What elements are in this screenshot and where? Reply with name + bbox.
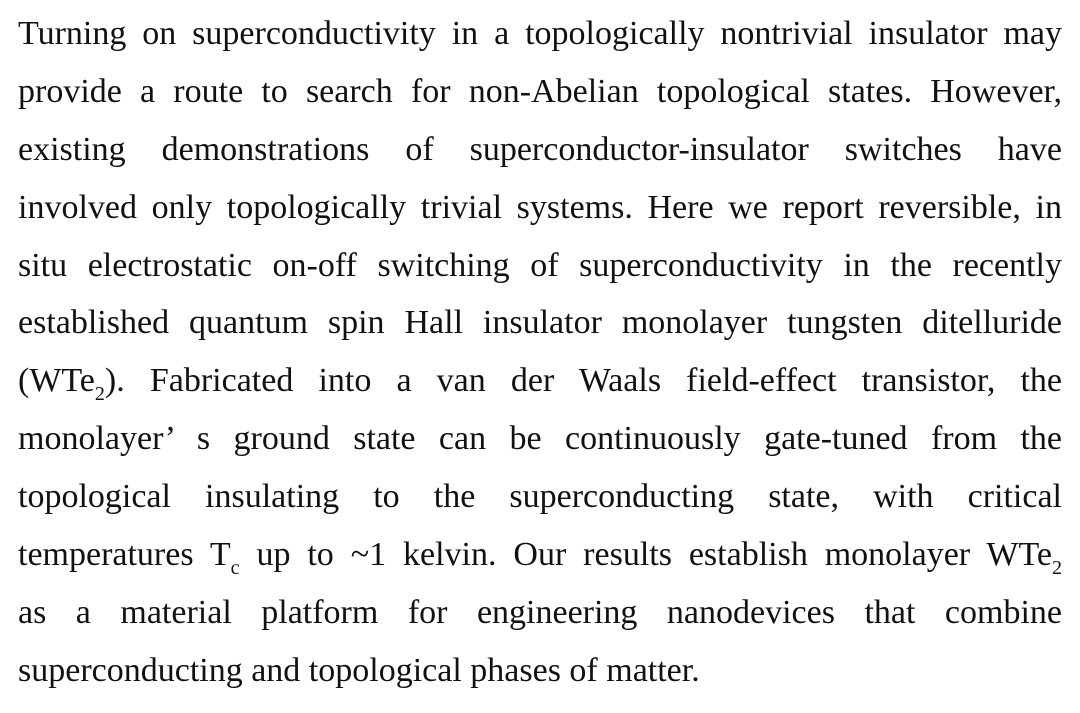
line-7-start: (WTe <box>18 362 95 400</box>
abstract-line-9: topological insulating to the superconducting state, with critical <box>18 478 1062 516</box>
abstract-paragraph <box>18 12 1062 707</box>
abstract-line-7 <box>18 359 1062 417</box>
abstract-line-10 <box>18 533 1062 591</box>
abstract-line-12: superconducting and topological phases of matter. <box>18 651 700 689</box>
line-10-middle: up to ~1 kelvin. Our results establish monolayer WTe <box>239 536 1052 574</box>
abstract-line-3: existing demonstrations of superconductor-insulator switches have <box>18 130 1062 168</box>
abstract-line-6: established quantum spin Hall insulator monolayer tungsten ditelluride <box>18 304 1062 342</box>
abstract-line-8: monolayer’ s ground state can be continuously gate-tuned from the <box>18 420 1062 458</box>
subscript-2: 2 <box>94 383 105 406</box>
line-7-end: ). Fabricated into a van der Waals field-effect transistor, the <box>104 362 1062 400</box>
subscript-2: 2 <box>1052 557 1062 580</box>
abstract-line-11: as a material platform for engineering nanodevices that combine <box>18 593 1062 631</box>
line-10-start: temperatures T <box>18 536 231 574</box>
abstract-line-2: provide a route to search for non-Abelian topological states. However, <box>18 72 1062 110</box>
subscript-c: c <box>230 557 240 580</box>
abstract-line-4: involved only topologically trivial systems. Here we report reversible, in <box>18 188 1062 226</box>
abstract-line-1: Turning on superconductivity in a topologically nontrivial insulator may <box>18 15 1062 52</box>
abstract-line-5: situ electrostatic on-off switching of superconductivity in the recently <box>18 246 1062 284</box>
